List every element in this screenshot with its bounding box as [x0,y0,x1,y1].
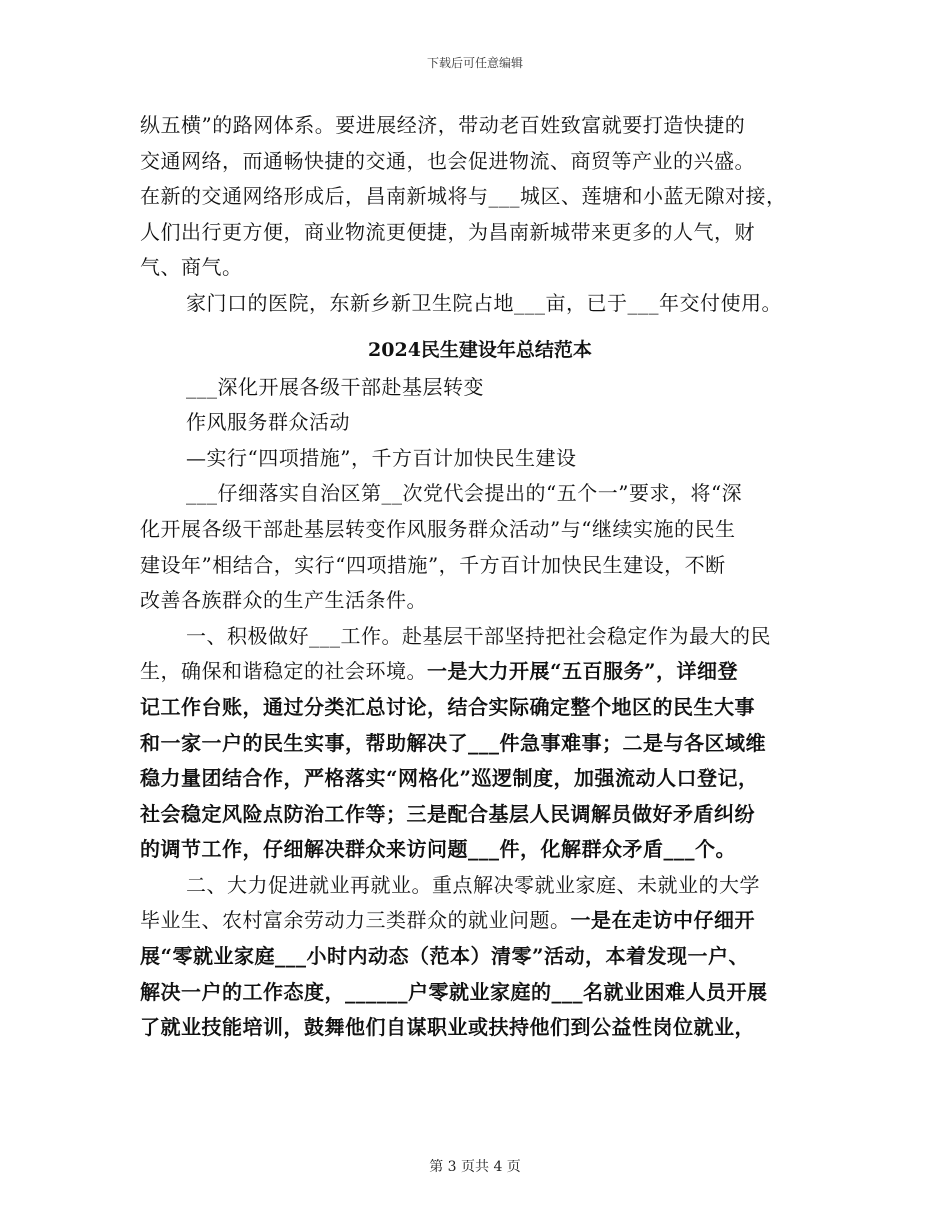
text-span: 家门口的医院，东新乡新卫生院占地___亩，已于___年交付使用。 [186,290,782,315]
text-line [140,250,820,286]
text-span: 气、商气。 [140,255,243,280]
text-line [140,1010,820,1046]
text-span: 改善各族群众的生产生活条件。 [140,588,427,613]
text-span: 毕业生、农村富余劳动力三类群众的就业问题。 [140,908,571,933]
page-header: 下载后可任意编辑 [426,56,523,70]
text-span: 化开展各级干部赴基层转变作风服务群众活动”与“继续实施的民生 [140,516,736,541]
bold-text: 展“零就业家庭___小时内动态（范本）清零”活动，本着发现一户、 [140,944,750,969]
bold-text: 社会稳定风险点防治工作等；三是配合基层人民调解员做好矛盾纠纷 [140,801,755,826]
text-line [140,797,820,833]
text-line [140,286,820,322]
text-line [140,108,820,144]
text-line [140,868,820,904]
paragraphs-after-title [140,370,820,1046]
bold-text: 一是在走访中仔细开 [570,908,755,933]
text-span: 纵五横”的路网体系。要进展经济，带动老百姓致富就要打造快捷的 [140,113,746,137]
bold-text: 和一家一户的民生实事，帮助解决了___件急事难事；二是与各区域维 [140,730,766,755]
document-title: 2024民生建设年总结范本 [368,338,592,361]
document-body [140,108,820,1046]
text-span: 在新的交通网络形成后，昌南新城将与___城区、莲塘和小蓝无隙对接， [140,184,787,209]
bold-text: 了就业技能培训，鼓舞他们自谋职业或扶持他们到公益性岗位就业， [140,1015,755,1040]
text-line [140,512,820,548]
text-line [140,619,820,655]
text-line [140,690,820,726]
text-line [140,405,820,441]
text-span: 交通网络，而通畅快捷的交通，也会促进物流、商贸等产业的兴盛。 [140,148,755,173]
text-line [140,939,820,975]
text-line [140,654,820,690]
text-line [140,761,820,797]
text-span: ___深化开展各级干部赴基层转变 [186,374,484,399]
text-span: 作风服务群众活动 [186,410,350,435]
bold-text: 一是大力开展“五百服务”，详细登 [427,659,739,684]
text-line [140,832,820,868]
text-line [140,583,820,619]
text-span: 建设年”相结合，实行“四项措施”，千方百计加快民生建设，不断 [140,552,726,577]
page-footer: 第 3 页共 4 页 [429,1159,521,1175]
text-line [140,441,820,477]
bold-text: 解决一户的工作态度，______户零就业家庭的___名就业困难人员开展 [140,979,768,1004]
text-line [140,726,820,762]
text-line [140,144,820,180]
text-line [140,903,820,939]
text-line [140,548,820,584]
text-span: 生，确保和谐稳定的社会环境。 [140,659,427,684]
text-span: —实行“四项措施”，千方百计加快民生建设 [186,445,577,470]
text-line [140,975,820,1011]
text-line [140,215,820,251]
text-line [140,370,820,406]
text-line [140,179,820,215]
bold-text: 记工作台账，通过分类汇总讨论，结合实际确定整个地区的民生大事 [140,694,755,719]
text-span: 人们出行更方便，商业物流更便捷，为昌南新城带来更多的人气，财 [140,219,755,244]
text-span: 二、大力促进就业再就业。重点解决零就业家庭、未就业的大学 [186,872,760,897]
bold-text: 的调节工作，仔细解决群众来访问题___件，化解群众矛盾___个。 [140,837,736,862]
text-span: ___仔细落实自治区第__次党代会提出的“五个一”要求，将“深 [186,481,743,506]
text-span: 一、积极做好___工作。赴基层干部坚持把社会稳定作为最大的民 [186,623,771,648]
bold-text: 稳力量团结合作，严格落实“网格化”巡逻制度，加强流动人口登记， [140,766,759,791]
paragraphs-before-title [140,108,820,322]
text-line [140,476,820,512]
